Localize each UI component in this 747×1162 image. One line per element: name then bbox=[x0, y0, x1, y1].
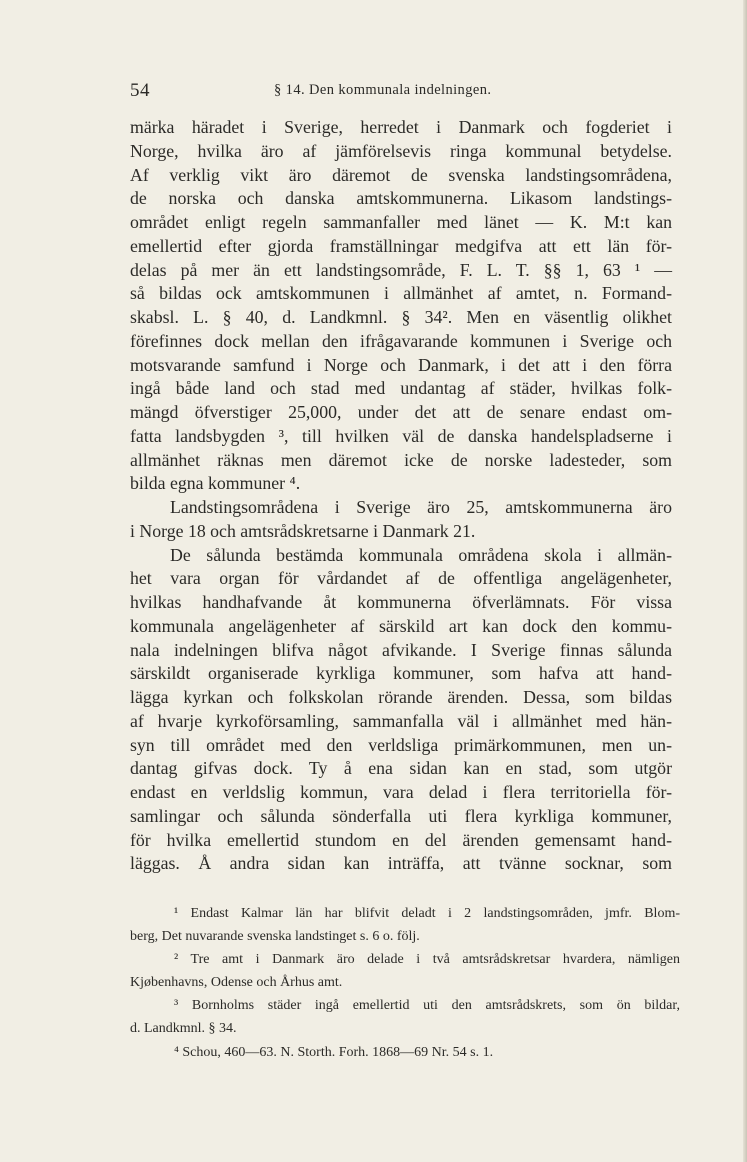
body-line: särskildt organiserade kyrkliga kommuner, som hafva att hand- bbox=[130, 663, 672, 684]
footnote-line: ³ Bornholms städer ingå emellertid uti den amtsrådskrets, som ön bildar, bbox=[174, 998, 680, 1014]
body-line: området enligt regeln sammanfaller med länet — K. M:t kan bbox=[130, 212, 672, 232]
body-line: lägga kyrkan och folkskolan rörande ärenden. Dessa, som bildas bbox=[130, 687, 672, 707]
body-text bbox=[130, 116, 672, 876]
body-line: märka häradet i Sverige, herredet i Danmark och fogderiet i bbox=[130, 117, 672, 137]
body-line: syn till området med den verldsliga primärkommunen, men un- bbox=[130, 734, 672, 755]
page-edge bbox=[743, 0, 747, 1162]
body-line: de norska och danska amtskommunerna. Likasom landstings- bbox=[130, 188, 672, 209]
body-line: De sålunda bestämda kommunala områdena skola i allmän- bbox=[170, 544, 672, 565]
body-line: så bildas ock amtskommunen i allmänhet af amtet, n. Formand- bbox=[130, 283, 672, 304]
footnote-line: Kjøbenhavns, Odense och Århus amt. bbox=[130, 975, 343, 991]
body-line: skabsl. L. § 40, d. Landkmnl. § 34². Men en väsentlig olikhet bbox=[130, 307, 672, 327]
body-line: nala indelningen blifva något afvikande. I Sverige finnas sålunda bbox=[130, 639, 672, 660]
footnotes bbox=[130, 902, 680, 1064]
body-line: Af verklig vikt äro däremot de svenska landstingsområdena, bbox=[130, 164, 672, 185]
footnote-line: ² Tre amt i Danmark äro delade i två amtsrådskretsar hvardera, nämligen bbox=[174, 952, 680, 968]
body-line: hvilkas handhafvande åt kommunerna öfverlämnats. För vissa bbox=[130, 592, 672, 612]
footnote-line: berg, Det nuvarande svenska landstinget s. 6 o. följ. bbox=[130, 929, 420, 945]
body-line: kommunala angelägenheter af särskild art kan dock den kommu- bbox=[130, 615, 672, 636]
body-line: ingå både land och stad med undantag af städer, hvilkas folk- bbox=[130, 378, 672, 399]
body-line: dantag gifvas dock. Ty å ena sidan kan en stad, som utgör bbox=[130, 758, 672, 779]
body-line: mängd öfverstiger 25,000, under det att de senare endast om- bbox=[130, 402, 672, 422]
footnote-line: ¹ Endast Kalmar län har blifvit deladt i 2 landstingsområden, jmfr. Blom- bbox=[174, 906, 680, 921]
body-line: för hvilka emellertid stundom en del ärenden gemensamt hand- bbox=[130, 829, 672, 850]
body-line: het vara organ för vårdandet af de offentliga angelägenheter, bbox=[130, 568, 672, 589]
body-line: emellertid efter gjorda framställningar medgifva att ett län för- bbox=[130, 235, 672, 256]
body-line: Norge, hvilka äro af jämförelsevis ringa kommunal betydelse. bbox=[130, 140, 672, 161]
page-header bbox=[130, 80, 670, 106]
body-line: delas på mer än ett landstingsområde, F. L. T. §§ 1, 63 ¹ — bbox=[130, 259, 672, 280]
body-line: allmänhet räknas men däremot icke de norske ladesteder, som bbox=[130, 449, 672, 470]
body-line: läggas. Å andra sidan kan inträffa, att tvänne socknar, som bbox=[130, 853, 672, 874]
page-number: 54 bbox=[130, 80, 150, 101]
body-line: endast en verldslig kommun, vara delad i flera territoriella för- bbox=[130, 782, 672, 802]
body-line: fatta landsbygden ³, till hvilken väl de danska handelspladserne i bbox=[130, 425, 672, 446]
body-line: Landstingsområdena i Sverige äro 25, amtskommunerna äro bbox=[170, 497, 672, 517]
footnote-line: ⁴ Schou, 460—63. N. Storth. Forh. 1868—69 Nr. 54 s. 1. bbox=[174, 1044, 494, 1060]
running-title: § 14. Den kommunala indelningen. bbox=[274, 82, 492, 98]
body-line: samlingar och sålunda sönderfalla uti flera kyrkliga kommuner, bbox=[130, 805, 672, 826]
body-line: af hvarje kyrkoförsamling, sammanfalla väl i allmänhet med hän- bbox=[130, 710, 672, 731]
body-line: förefinnes dock mellan den ifrågavarande kommunen i Sverige och bbox=[130, 330, 672, 351]
body-line: bilda egna kommuner ⁴. bbox=[130, 473, 301, 494]
footnote-line: d. Landkmnl. § 34. bbox=[130, 1021, 237, 1037]
body-line: i Norge 18 och amtsrådskretsarne i Danmark 21. bbox=[130, 520, 476, 541]
body-line: motsvarande samfund i Norge och Danmark, i det att i den förra bbox=[130, 354, 672, 375]
